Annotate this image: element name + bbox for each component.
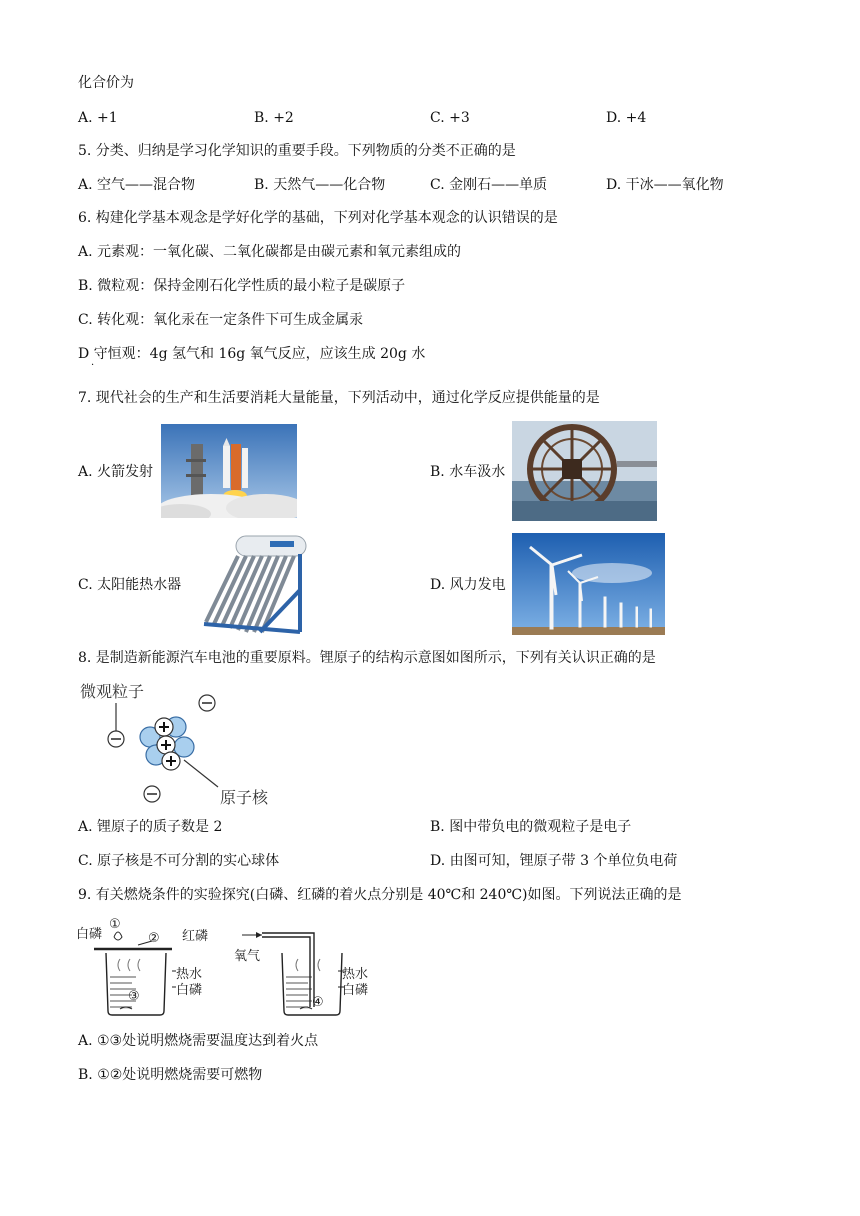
q8-stem: 8. 是制造新能源汽车电池的重要原料。锂原子的结构示意图如图所示，下列有关认识正确的是 <box>78 650 656 666</box>
q4-option-d[interactable]: D. +4 <box>606 110 647 126</box>
top-line: 化合价为 <box>78 75 134 91</box>
marker-2: ② <box>148 931 160 946</box>
q7-stem: 7. 现代社会的生产和生活要消耗大量能量，下列活动中，通过化学反应提供能量的是 <box>78 390 600 406</box>
hot-water-label-2: 热水 <box>342 967 369 982</box>
combustion-experiment-figure <box>76 915 376 1023</box>
q7-option-b[interactable]: B. 水车汲水 <box>430 464 506 480</box>
marker-1: ① <box>109 917 121 932</box>
wind-turbine-image <box>512 533 665 635</box>
hot-water-label-1: 热水 <box>176 967 203 982</box>
q4-option-b[interactable]: B. +2 <box>254 110 294 126</box>
oxygen-label: 氧气 <box>234 949 261 964</box>
white-phosphorus-label-3: 白磷 <box>342 983 369 998</box>
q6-stem: 6. 构建化学基本观念是学好化学的基础，下列对化学基本观念的认识错误的是 <box>78 210 558 226</box>
q6-option-b[interactable]: B. 微粒观：保持金刚石化学性质的最小粒子是碳原子 <box>78 278 406 294</box>
q5-stem: 5. 分类、归纳是学习化学知识的重要手段。下列物质的分类不正确的是 <box>78 143 516 159</box>
micro-particle-label: 微观粒子 <box>80 682 145 701</box>
q5-option-b[interactable]: B. 天然气——化合物 <box>254 177 386 193</box>
q7-option-a[interactable]: A. 火箭发射 <box>78 464 154 480</box>
q4-option-a[interactable]: A. +1 <box>78 110 118 126</box>
q8-option-b[interactable]: B. 图中带负电的微观粒子是电子 <box>430 819 632 835</box>
water-wheel-image <box>512 421 657 521</box>
q4-option-c[interactable]: C. +3 <box>430 110 470 126</box>
rocket-launch-image <box>161 424 297 518</box>
q7-option-d[interactable]: D. 风力发电 <box>430 577 506 593</box>
q6-option-d[interactable]: D 守恒观：4g 氢气和 16g 氧气反应，应该生成 20g 水 <box>78 346 426 362</box>
stray-dot: · <box>91 360 95 371</box>
q8-option-c[interactable]: C. 原子核是不可分割的实心球体 <box>78 853 280 869</box>
q5-option-c[interactable]: C. 金刚石——单质 <box>430 177 548 193</box>
white-phosphorus-label: 白磷 <box>76 927 103 942</box>
q9-option-a[interactable]: A. ①③处说明燃烧需要温度达到着火点 <box>78 1033 319 1049</box>
red-phosphorus-label: 红磷 <box>182 929 209 944</box>
q5-option-d[interactable]: D. 干冰——氧化物 <box>606 177 724 193</box>
q8-option-d[interactable]: D. 由图可知，锂原子带 3 个单位负电荷 <box>430 853 678 869</box>
q8-option-a[interactable]: A. 锂原子的质子数是 2 <box>78 819 223 835</box>
white-phosphorus-label-2: 白磷 <box>176 983 203 998</box>
q6-option-a[interactable]: A. 元素观：一氧化碳、二氧化碳都是由碳元素和氧元素组成的 <box>78 244 462 260</box>
q7-option-c[interactable]: C. 太阳能热水器 <box>78 577 182 593</box>
q5-option-a[interactable]: A. 空气——混合物 <box>78 177 196 193</box>
nucleus-label: 原子核 <box>220 788 269 807</box>
q9-stem: 9. 有关燃烧条件的实验探究(白磷、红磷的着火点分别是 40℃和 240℃)如图。下列说法正确的是 <box>78 887 682 903</box>
solar-heater-image <box>200 532 310 636</box>
q6-option-c[interactable]: C. 转化观：氧化汞在一定条件下可生成金属汞 <box>78 312 364 328</box>
lithium-atom-figure <box>76 675 296 810</box>
marker-4: ④ <box>312 995 324 1010</box>
marker-3: ③ <box>128 989 140 1004</box>
q9-option-b[interactable]: B. ①②处说明燃烧需要可燃物 <box>78 1067 263 1083</box>
